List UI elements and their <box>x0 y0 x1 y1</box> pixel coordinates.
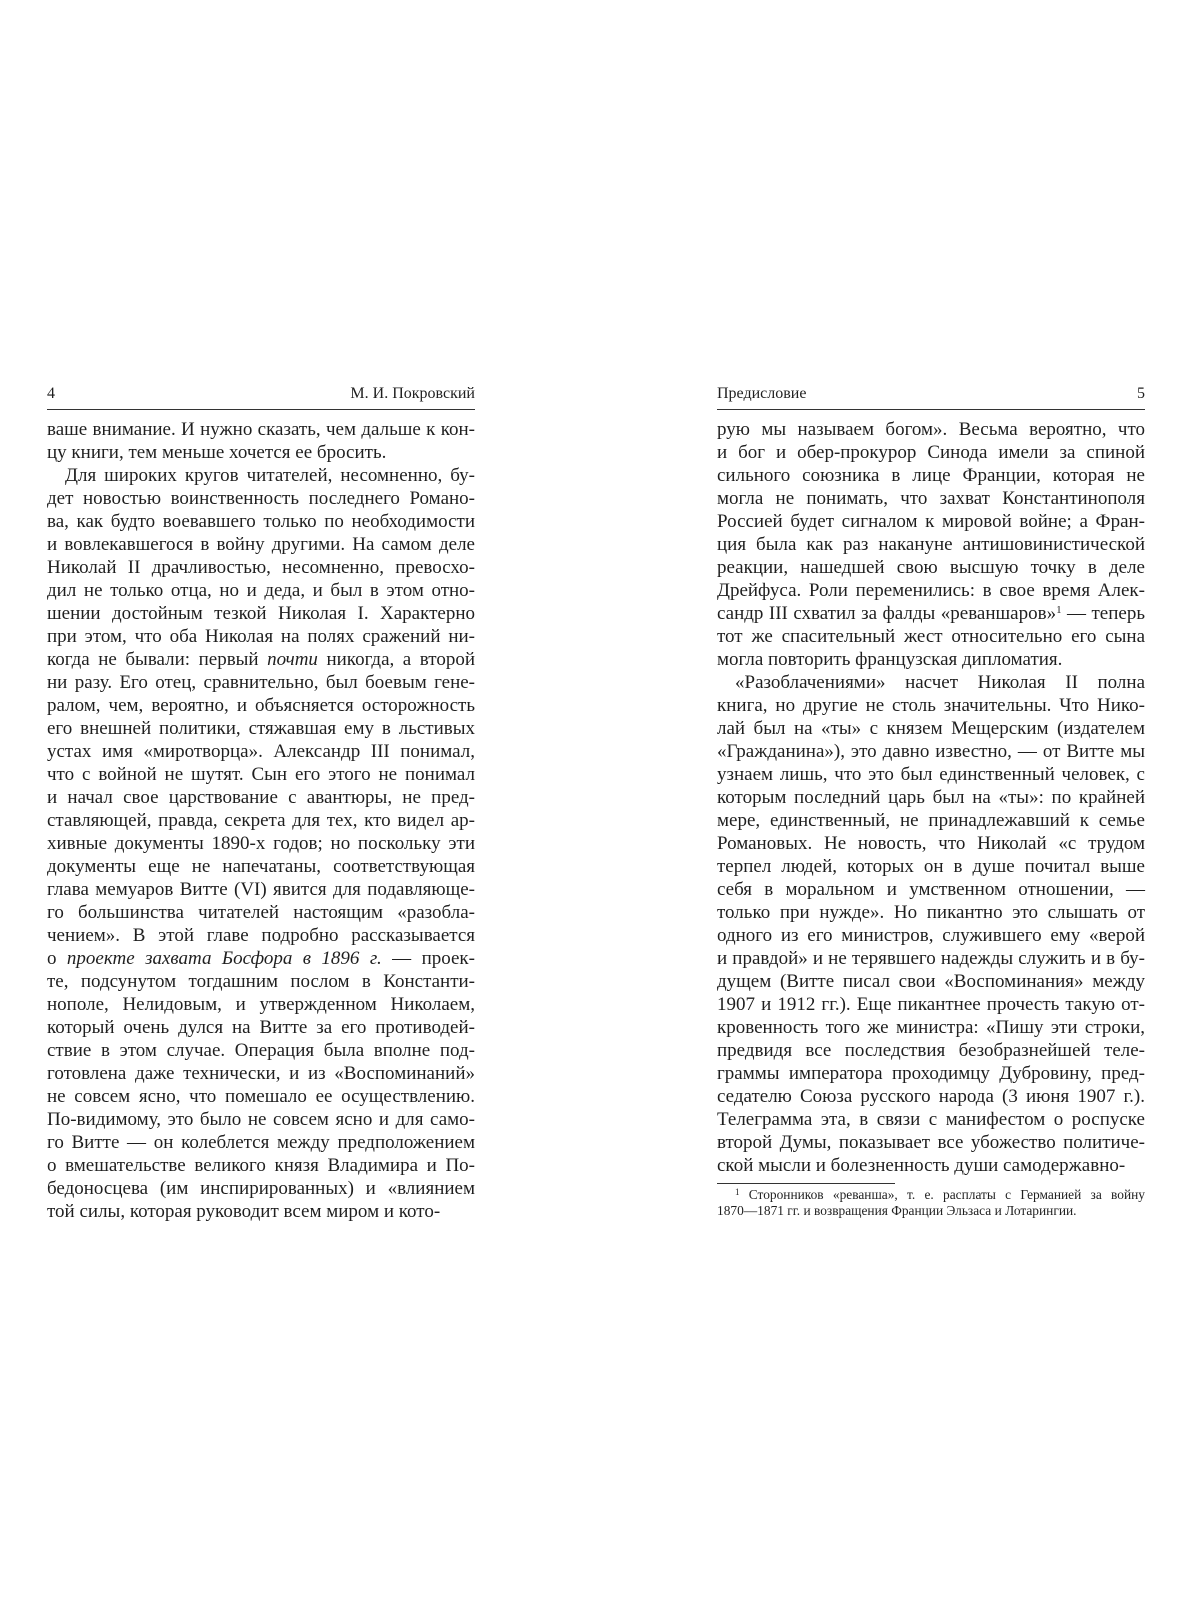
text-line: не совсем ясно, что помешало ее осуществлению. <box>47 1086 475 1107</box>
text-line: что с войной не шутят. Сын его этого не понимал <box>47 764 475 785</box>
text-line: реакции, нашедшей свою высшую точку в деле <box>717 557 1145 578</box>
text-line: могла не понимать, что захват Константинополя <box>717 488 1145 509</box>
text-line: седателю Союза русского народа (3 июня 1907 г.). <box>717 1086 1145 1107</box>
text-line <box>717 602 1145 625</box>
text-line: По-видимому, это было не совсем ясно и для само- <box>47 1109 475 1130</box>
text-line: шении достойным тезкой Николая I. Характерно <box>47 603 475 624</box>
footnote-rule <box>717 1183 895 1184</box>
text-line: рую мы называем богом». Весьма вероятно, что <box>717 419 1145 440</box>
page-number-right: 5 <box>1137 385 1145 402</box>
text-line: тот же спасительный жест относительно его сына <box>717 626 1145 647</box>
italic-emphasis: почти <box>267 649 318 670</box>
text-line: Романовых. Не новость, что Николай «с трудом <box>717 833 1145 854</box>
text-line: «Разоблачениями» насчет Николая II полна <box>735 672 1145 693</box>
text-line: цу книги, тем меньше хочется ее бросить. <box>47 442 387 463</box>
text-line: которым последний царь был на «ты»: по крайней <box>717 787 1145 808</box>
text-line: ваше внимание. И нужно сказать, чем дальше к кон- <box>47 419 475 440</box>
text-line <box>47 947 475 970</box>
text-line: ствие в этом случае. Операция была вполне под- <box>47 1040 475 1061</box>
text-line: чением». В этой главе подробно рассказывается <box>47 925 475 946</box>
text-line: и начал свое царствование с авантюры, не пред- <box>47 787 475 808</box>
footnote-ref: 1 <box>1056 604 1062 616</box>
text-segment: когда не бывали: первый <box>47 649 268 670</box>
text-line: документы еще не напечатаны, соответствующая <box>47 856 475 877</box>
text-line: Телеграмма эта, в связи с манифестом о роспуске <box>717 1109 1145 1130</box>
text-line: Для широких кругов читателей, несомненно, бу- <box>65 465 475 486</box>
text-line: нополе, Нелидовым, и утвержденном Николаем, <box>47 994 475 1015</box>
text-line: его внешней политики, стяжавшая ему в льстивых <box>47 718 475 739</box>
footnote <box>717 1187 1145 1219</box>
text-line: той силы, которая руководит всем миром и кото- <box>47 1201 441 1222</box>
text-line: устах имя «миротворца». Александр III понимал, <box>47 741 475 762</box>
text-line <box>47 648 475 671</box>
text-line: Николай II драчливостью, несомненно, превосхо- <box>47 557 475 578</box>
footnote-line <box>717 1187 1145 1203</box>
text-line: граммы императора проходимцу Дубровину, пред- <box>717 1063 1145 1084</box>
text-line: терпел людей, которых он в душе почитал выше <box>717 856 1145 877</box>
footnote-marker: 1 <box>735 1187 740 1197</box>
text-segment: никогда, а второй <box>317 649 475 670</box>
text-line: могла повторить французская дипломатия. <box>717 649 1063 670</box>
text-line: сильного союзника в лице Франции, которая не <box>717 465 1145 486</box>
text-line: себя в моральном и умственном отношении, — <box>717 879 1145 900</box>
text-line: дущем (Витте писал свои «Воспоминания» между <box>717 971 1145 992</box>
text-line: Дрейфуса. Роли переменились: в свое время Алек- <box>717 580 1145 601</box>
text-segment: — проек- <box>381 948 475 969</box>
text-line: кровенность того же министра: «Пишу эти строки, <box>717 1017 1145 1038</box>
text-line: дет новостью воинственность последнего Романо- <box>47 488 475 509</box>
text-line: одного из его министров, служившего ему «верой <box>717 925 1145 946</box>
left-page <box>47 385 475 1223</box>
right-body-text <box>717 418 1145 1177</box>
text-line: предвидя все последствия безобразнейшей теле- <box>717 1040 1145 1061</box>
text-line: ни разу. Его отец, сравнительно, был боевым гене- <box>47 672 475 693</box>
running-head-right <box>717 385 1145 407</box>
running-head-left <box>47 385 475 407</box>
page-number-left: 4 <box>47 385 55 402</box>
text-line: го Витте — он колеблется между предположением <box>47 1132 475 1153</box>
text-line: и бог и обер-прокурор Синода имели за спиной <box>717 442 1145 463</box>
text-line: те, подсунутом тогдашним послом в Константи- <box>47 971 475 992</box>
text-line: ва, как будто воевавшего только по необходимости <box>47 511 475 532</box>
text-line: который очень дулся на Витте за его противодей- <box>47 1017 475 1038</box>
text-line: ставляющей, правда, секрета для тех, кто видел ар- <box>47 810 475 831</box>
text-line: хивные документы 1890-х годов; но поскольку эти <box>47 833 475 854</box>
running-head-section: Предисловие <box>717 385 807 402</box>
text-line: только при нужде». Но пикантно это слышать от <box>717 902 1145 923</box>
text-line: второй Думы, показывает все убожество политиче- <box>717 1132 1145 1153</box>
text-line: глава мемуаров Витте (VI) явится для подавляюще- <box>47 879 475 900</box>
text-segment: о <box>47 948 67 969</box>
text-line: о вмешательстве великого князя Владимира и По- <box>47 1155 475 1176</box>
text-line: лай был на «ты» с князем Мещерским (издателем <box>717 718 1145 739</box>
text-line: мере, единственный, не принадлежавший к семье <box>717 810 1145 831</box>
text-segment: — теперь <box>1061 603 1146 624</box>
header-rule-left <box>47 409 475 410</box>
footnote-line: 1870—1871 гг. и возвращения Франции Эльзаса и Лотарингии. <box>717 1203 1077 1218</box>
text-line: Россией будет сигналом к мировой войне; а Фран- <box>717 511 1145 532</box>
text-line: узнаем лишь, что это был единственный человек, с <box>717 764 1145 785</box>
text-line: 1907 и 1912 гг.). Еще пикантнее прочесть такую от- <box>717 994 1145 1015</box>
running-head-author: М. И. Покровский <box>350 385 475 402</box>
text-line: ралом, чем, вероятно, и объясняется осторожность <box>47 695 475 716</box>
text-line: и правдой» и не терявшего надежды служить и в бу- <box>717 948 1145 969</box>
text-line: «Гражданина»), это давно известно, — от Витте мы <box>717 741 1145 762</box>
text-line: при этом, что оба Николая на полях сражений ни- <box>47 626 475 647</box>
text-line: готовлена даже технически, и из «Воспоминаний» <box>47 1063 475 1084</box>
text-line: книга, но другие не столь значительны. Что Нико- <box>717 695 1145 716</box>
italic-emphasis: проекте захвата Босфора в 1896 г. <box>66 948 382 969</box>
text-line: дил не только отца, но и деда, и был в этом отно- <box>47 580 475 601</box>
text-line: и вовлекавшегося в войну другими. На самом деле <box>47 534 475 555</box>
text-line: ской мысли и болезненность души самодержавно- <box>717 1155 1126 1176</box>
text-segment: сандр III схватил за фалды «реваншаров» <box>717 603 1057 624</box>
left-body-text <box>47 418 475 1223</box>
text-line: ция была как раз накануне антишовинистической <box>717 534 1145 555</box>
text-line: бедоносцева (им инспирированных) и «влиянием <box>47 1178 475 1199</box>
text-line: го большинства читателей настоящим «разобла- <box>47 902 475 923</box>
footnote-text: Сторонников «реванша», т. е. расплаты с Германией за войну <box>739 1187 1145 1202</box>
right-page <box>717 385 1145 1219</box>
header-rule-right <box>717 409 1145 410</box>
